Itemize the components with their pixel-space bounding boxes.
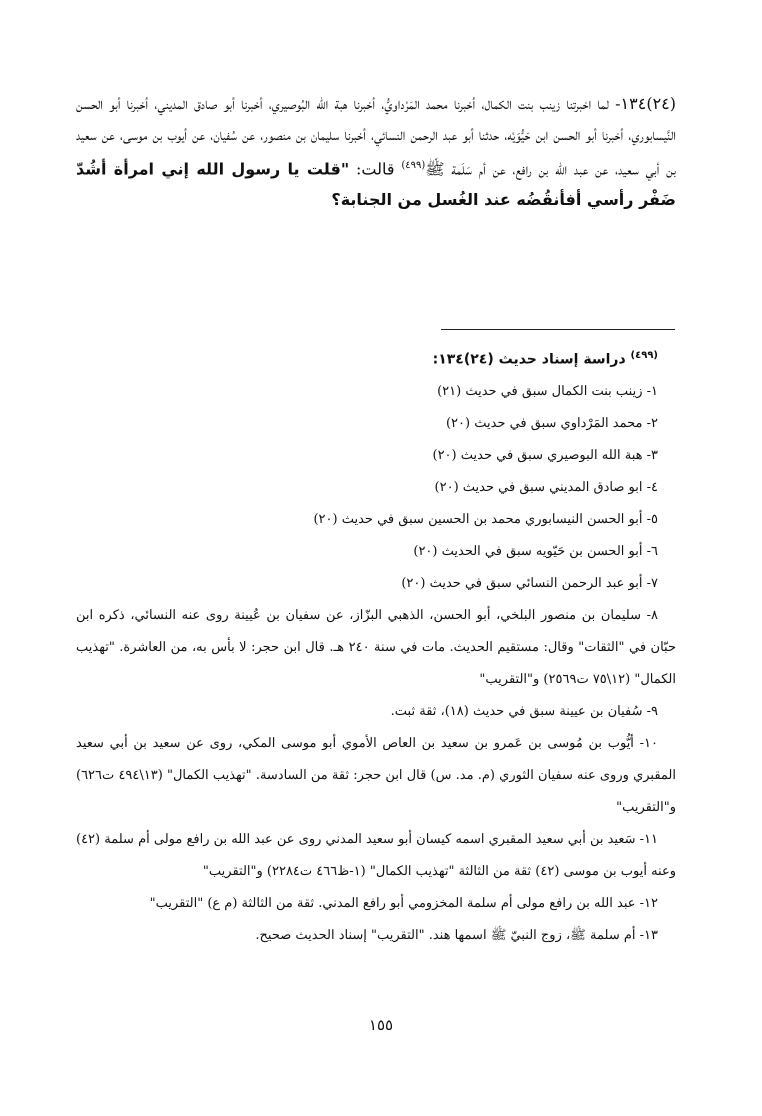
footnote-heading xyxy=(76,340,676,376)
narrator-item-11: ١١- سَعيد بن أبي سعيد المقبري اسمه كيسان أبو سعيد المدني روى عن عبد الله بن رافع مولى أم سلمة (٤٢) وعنه أيوب بن موسى (٤٢) ثقة من الثالثة "تهذيب الكمال" (١-ظ٤٦٦ ت٢٢٨٤) و"التقريب" xyxy=(76,831,676,879)
narrator-item-13: ١٣- أم سلمة ﷺ، زوج النبيّ ﷺ اسمها هند. "التقريب" إسناد الحديث صحيح. xyxy=(255,927,658,943)
footnote-heading-text: دراسة إسناد حديث (٢٤)١٣٤: xyxy=(432,351,631,368)
narrator-item-1: ١- زينب بنت الكمال سبق في حديث (٢١) xyxy=(437,383,658,399)
narrator-item-3: ٣- هبة الله البوصيري سبق في حديث (٢٠) xyxy=(432,447,658,463)
narrator-item-2: ٢- محمد المَرْداوي سبق في حديث (٢٠) xyxy=(445,415,658,431)
footnote-block xyxy=(76,340,676,952)
quote-lead: قالت: xyxy=(349,159,395,179)
narrator-item-12: ١٢- عبد الله بن رافع مولى أم سلمة المخزومي أبو رافع المدني. ثقة من الثالثة (م ع) "التقريب" xyxy=(149,895,658,911)
narrator-item-5: ٥- أبو الحسن النيسابوري محمد بن الحسين سبق في حديث (٢٠) xyxy=(313,511,658,527)
isnad-text: (٢٤)١٣٤- لما اخبرتنا زينب بنت الكمال، أخبرنا محمد المَرْداويُّ، أخبرنا هبة الله البُوصيري، أخبرنا أبو صادق المديني، أخبرنا أبو الحسن النَّيسابوري، أخبرنا أبو الحسن ابن حَيُّوَيْه، حدثنا أبو عبد الرحمن النسائي، أخبرنا سليمان بن منصور، عن سُفيان، عن أيوب بن موسى، عن سعيد بن أبي سعيد، عن عبد الله بن رافع، عن أم سَلَمة ﷺ xyxy=(76,94,676,179)
hadith-text-block xyxy=(76,88,676,215)
hadith-paragraph xyxy=(76,88,676,215)
narrator-item-4: ٤- ابو صادق المديني سبق في حديث (٢٠) xyxy=(434,479,658,495)
page-number: ١٥٥ xyxy=(368,1016,394,1034)
narrator-item-6: ٦- أبو الحسن بن حَيّويه سبق في الحديث (٢٠) xyxy=(413,543,658,559)
narrator-item-9: ٩- سُفيان بن عيينة سبق في حديث (١٨)، ثقة ثبت. xyxy=(390,703,658,719)
footnote-separator xyxy=(441,329,675,330)
footnote-reference: (٤٩٩) xyxy=(401,160,426,171)
narrator-item-8: ٨- سليمان بن منصور البلخي، أبو الحسن، الذهبي البزّاز، عن سفيان بن عُيينة روى عنه النسائي، ذكره ابن حبّان في "الثقات" وقال: مستقيم الحديث. مات في سنة ٢٤٠ هـ. قال ابن حجر: لا بأس به، من العاشرة. "تهذيب الكمال" (١٢\٧٥ ت٢٥٦٩) و"التقريب" xyxy=(76,607,676,687)
narrator-item-7: ٧- أبو عبد الرحمن النسائي سبق في حديث (٢٠) xyxy=(401,575,658,591)
footnote-number: (٤٩٩) xyxy=(630,350,658,361)
hadith-quote: "قلت يا رسول الله إني امرأة أشُدّ ضَفْر رأسي أفأنقُضُه عند الغُسل من الجنابة؟ xyxy=(76,159,676,210)
narrator-item-10: ١٠- أيُّوب بن مُوسى بن عَمرو بن سعيد بن العاص الأموي أبو موسى المكي، روى عن سعيد بن أبي سعيد المقبري وروى عنه سفيان الثوري (م. مد. س) قال ابن حجر: ثقة من السادسة. "تهذيب الكمال" (١٣\٤٩٤ ت٦٢٦) و"التقريب" xyxy=(76,735,677,815)
